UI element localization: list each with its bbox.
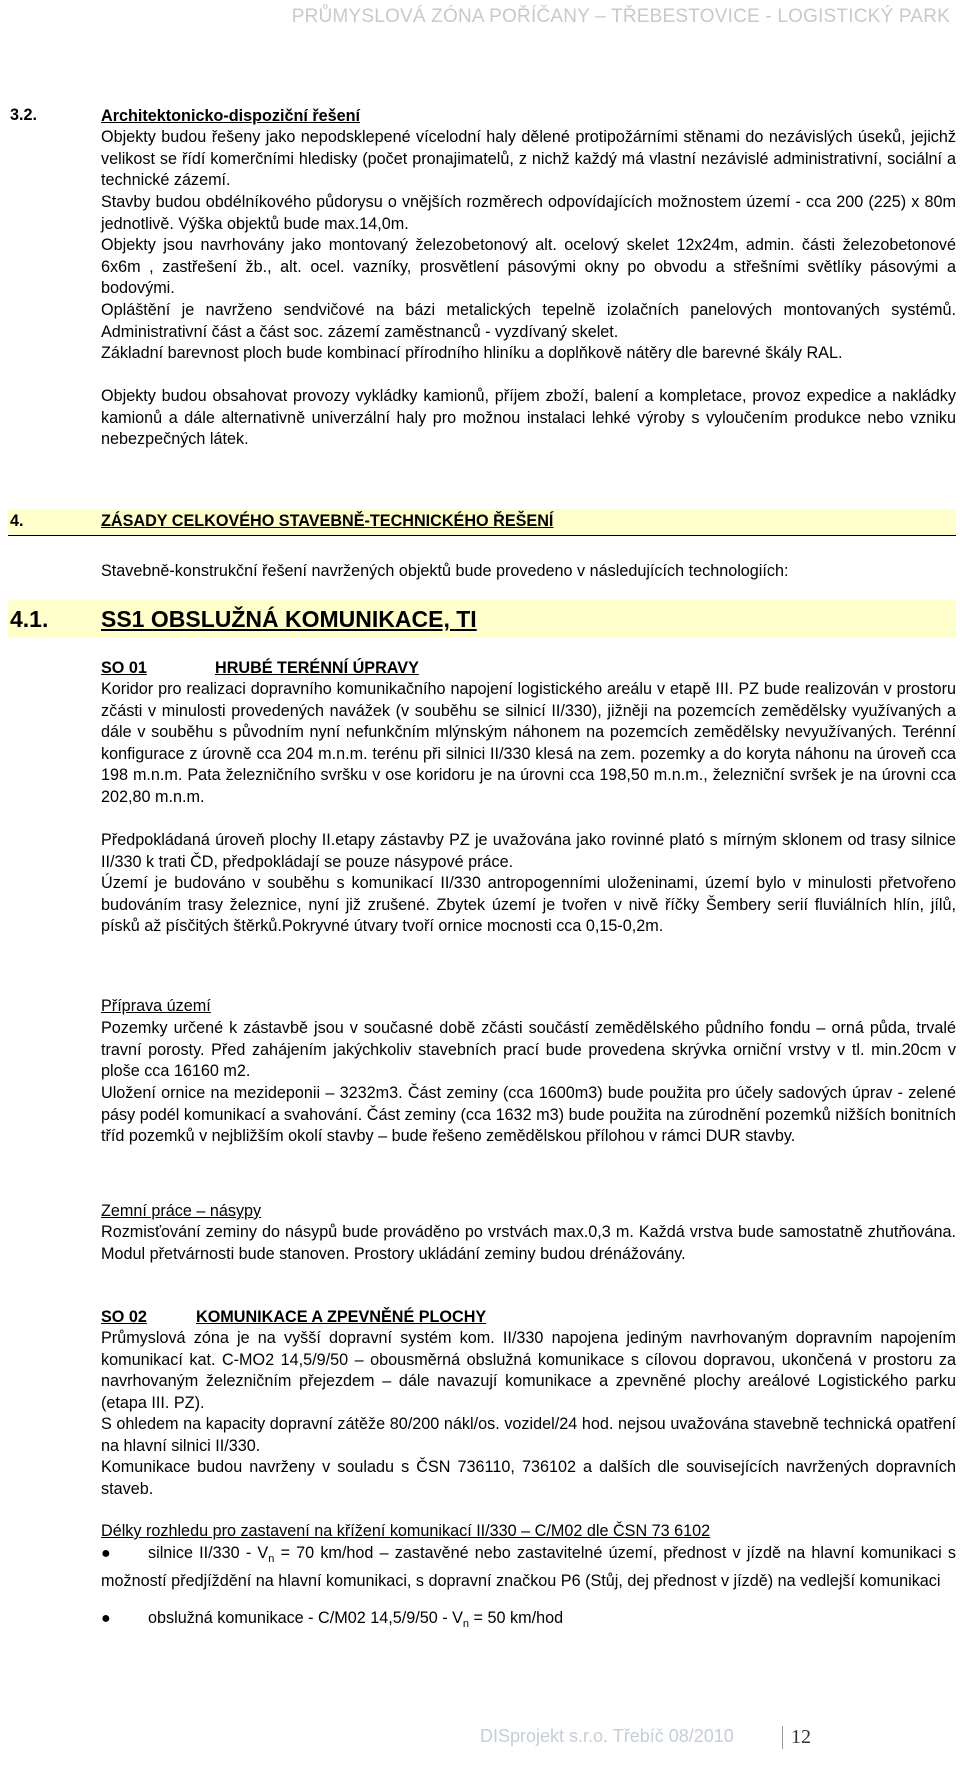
section-title: Architektonicko-dispoziční řešení (101, 107, 361, 125)
chapter-title: SS1 OBSLUŽNÁ KOMUNIKACE, TI (101, 606, 477, 632)
list-item: ● obslužná komunikace - C/M02 $14,5/9/50 - V_n = 50$ km/hod (101, 1609, 564, 1631)
list-item: ● silnice $II/330 - V_n = 70$ km/hod – zastavěné nebo zastavitelné území, přednost v jízdě na hlavní komunikaci s možností předjíždění na hlavní komunikaci, s dopravní značkou P6 (Stůj, dej přednost v jízdě) na vedlejší komunikaci (101, 1544, 956, 1590)
chapter-number: 4.1. (10, 606, 49, 632)
bullet-icon: ● (101, 1610, 111, 1627)
chapter-intro: Stavebně-konstrukční řešení navržených objektů bude provedeno v následujících technologiích: (101, 562, 789, 580)
paragraph: Rozmisťování zeminy do násypů bude prováděno po vrstvách max.0,3 m. Každá vrstva bude samostatně zhutňována. Modul přetvárnosti bude stanoven. Prostory ukládání zeminy budou drénážovány. (101, 1223, 956, 1263)
subsection-title: Délky rozhledu pro zastavení na křížení komunikací II/330 – C/M02 dle ČSN 73 6102 (101, 1522, 711, 1540)
paragraph: Objekty budou řešeny jako nepodsklepené vícelodní haly dělené protipožárními stěnami do nezávislých úseků, jejichž velikost se řídí komerčními hledisky (počet pronajimatelů, z nichž každý má vlastní nezávislé administrativní, sociální a technické zázemí. (101, 128, 956, 189)
so02-title: KOMUNIKACE A ZPEVNĚNÉ PLOCHY (196, 1308, 487, 1326)
paragraph: Opláštění je navrženo sendvičové na bázi metalických tepelně izolačních panelových montovaných systémů. Administrativní část a část soc. zázemí zaměstnanců - vyzdívaný skelet. (101, 301, 956, 341)
paragraph: Pozemky určené k zástavbě jsou v současné době zčásti součástí zemědělského půdního fondu – orná půda, trvalé travní porosty. Před zahájením jakýchkoliv stavebních prací bude provedena skrývka orniční vrstvy v tl. min.20cm v ploše cca 16160 m2. (101, 1019, 956, 1080)
footer-company: DISprojekt s.r.o. Třebíč 08/2010 (480, 1726, 734, 1746)
paragraph: Objekty budou obsahovat provozy vykládky kamionů, příjem zboží, balení a kompletace, provoz expedice a nakládky kamionů a dále alternativně univerzální haly pro možnou instalaci lehké výroby s vyloučením produkce nebo vzniku nebezpečných látek. (101, 387, 956, 448)
so01-title: HRUBÉ TERÉNNÍ ÚPRAVY (215, 659, 419, 677)
paragraph: Průmyslová zóna je na vyšší dopravní systém kom. II/330 napojena jediným navrhovaným dopravním napojením komunikací kat. C-MO2 14,5/9/50 – obousměrná obslužná komunikace s cílovou dopravou, ukončená v prostoru za navrhovaným železničním přejezdem – dále navazují komunikace a zpevněné plochy areálové Logistického parku (etapa III. PZ). (101, 1329, 956, 1412)
section-number: 3.2. (10, 106, 38, 124)
page-number: 12 (782, 1726, 811, 1749)
chapter-number: 4. (10, 512, 24, 530)
paragraph: Objekty jsou navrhovány jako montovaný železobetonový alt. ocelový skelet 12x24m, admin. části železobetonové 6x6m , zastřešení žb., alt. ocel. vazníky, prosvětlení pásovými okny po obvodu a střešními světlíky pásovými a bodovými. (101, 236, 956, 297)
chapter-4-1-band (8, 600, 956, 638)
paragraph: Základní barevnost ploch bude kombinací přírodního hliníku a doplňkově nátěry dle barevné škály RAL. (101, 344, 843, 362)
paragraph: Předpokládaná úroveň plochy II.etapy zástavby PZ je uvažována jako rovinné plató s mírným sklonem od trasy silnice II/330 k trati ČD, předpokládají se pouze násypové práce. (101, 831, 956, 871)
subsection-title: Příprava území (101, 997, 211, 1015)
chapter-title: ZÁSADY CELKOVÉHO STAVEBNĚ-TECHNICKÉHO ŘEŠENÍ (101, 512, 554, 530)
paragraph: S ohledem na kapacity dopravní zátěže 80/200 nákl/os. vozidel/24 hod. nejsou uvažována stavebně technická opatření na hlavní silnici II/330. (101, 1415, 956, 1455)
paragraph: Komunikace budou navrženy v souladu s ČSN 736110, 736102 a dalších dle souvisejících navržených dopravních staveb. (101, 1458, 956, 1498)
paragraph: Stavby budou obdélníkového půdorysu o vnějších rozměrech odpovídajících možnostem území - cca 200 (225) x 80m jednotlivě. Výška objektů bude max.14,0m. (101, 193, 956, 233)
page-header: PRŮMYSLOVÁ ZÓNA POŘÍČANY – TŘEBESTOVICE - LOGISTICKÝ PARK (291, 6, 950, 27)
paragraph: Území je budováno v souběhu s komunikací II/330 antropogenními uloženinami, území bylo v minulosti přetvořeno budováním trasy železnice, nyní již zrušené. Zbytek území je tvořen v nivě říčky Šembery serií fluviálních hlín, jílů, písků až písčitých štěrků.Pokryvné útvary tvoří ornice mocnosti cca 0,15-0,2m. (101, 874, 956, 935)
so01-code: SO 01 (101, 659, 147, 677)
bullet-icon: ● (101, 1545, 111, 1562)
subsection-title: Zemní práce – násypy (101, 1202, 262, 1220)
paragraph: Koridor pro realizaci dopravního komunikačního napojení logistického areálu v etapě III. PZ bude realizován v prostoru zčásti v minulosti provedených navážek (v souběhu se silnicí II/330), jižněji na pozemcích zemědělsky využívaných a dále v souběhu s původním nyní nefunkčním mlýnským náhonem na pozemcích zemědělsky nevyužívaných. Terénní konfigurace z úrovně cca 204 m.n.m. terénu při silnici II/330 klesá na zem. pozemky a do koryta náhonu na úroveň cca 198 m.n.m. Pata železničního svršku v ose koridoru je na úrovni cca 198,50 m.n.m., železniční svršek je na úrovni cca 202,80 m.n.m. (101, 680, 956, 806)
chapter-4-band (8, 509, 956, 536)
paragraph: Uložení ornice na mezideponii – 3232m3. Část zeminy (cca 1600m3) bude použita pro účely sadových úprav - zelené pásy podél komunikací a svahování. Část zeminy (cca 1632 m3) bude použita na zúrodnění pozemků nižších bonitních tříd pozemků v nejbližším okolí stavby – bude řešeno zemědělskou přílohou v rámci DUR stavby. (101, 1084, 956, 1145)
so02-code: SO 02 (101, 1308, 147, 1326)
